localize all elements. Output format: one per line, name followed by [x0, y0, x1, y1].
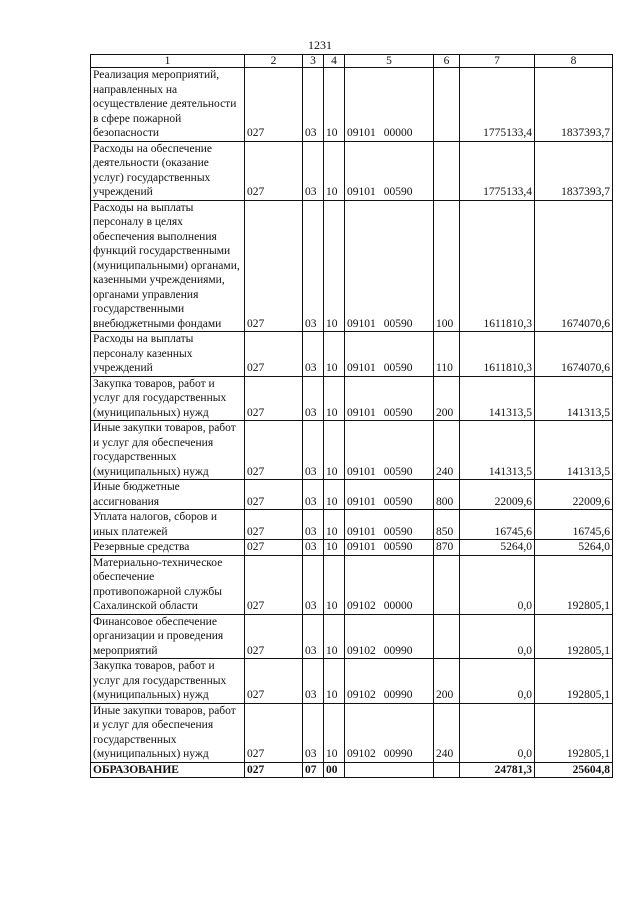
- sum-year1-cell: 1611810,3: [460, 200, 535, 332]
- program-code: 09102: [347, 748, 376, 760]
- sum-year1-cell: 0,0: [460, 555, 535, 614]
- header-row: [91, 55, 613, 68]
- admin-code-cell: 027: [245, 68, 303, 142]
- sum-year2-cell: 141313,5: [535, 421, 613, 480]
- program-code: 09101: [347, 317, 376, 330]
- header-cell: 3: [303, 55, 324, 68]
- row-name-cell: Расходы на выплаты персоналу казенных учреждений: [91, 332, 245, 377]
- expense-type-cell: [434, 762, 460, 778]
- sum-year1-cell: 16745,6: [460, 510, 535, 540]
- admin-code-cell: 027: [245, 141, 303, 200]
- table-body: [91, 68, 613, 778]
- row-name-cell: Закупка товаров, работ и услуг для государственных (муниципальных) нужд: [91, 659, 245, 704]
- expense-type-cell: 850: [434, 510, 460, 540]
- subsection-cell: 10: [324, 510, 345, 540]
- section-cell: 03: [303, 141, 324, 200]
- direction-code: 00990: [383, 644, 413, 657]
- section-cell: 03: [303, 68, 324, 142]
- row-name-cell: Иные закупки товаров, работ и услуг для обеспечения государственных (муниципальных) нужд: [91, 421, 245, 480]
- target-article-cell: [345, 376, 434, 421]
- target-article-cell: [345, 614, 434, 659]
- header-cell: 6: [434, 55, 460, 68]
- target-article-cell: [345, 421, 434, 480]
- section-cell: 03: [303, 376, 324, 421]
- expense-type-cell: 800: [434, 480, 460, 510]
- admin-code-cell: 027: [245, 555, 303, 614]
- target-article-cell: [345, 68, 434, 142]
- section-cell: 03: [303, 659, 324, 704]
- expense-type-cell: 200: [434, 376, 460, 421]
- header-cell: 2: [245, 55, 303, 68]
- sum-year2-cell: 1674070,6: [535, 200, 613, 332]
- sum-year1-cell: 0,0: [460, 703, 535, 762]
- table-row: [91, 659, 613, 704]
- direction-code: 00590: [383, 406, 413, 419]
- subsection-cell: 10: [324, 332, 345, 377]
- sum-year2-cell: 1837393,7: [535, 68, 613, 142]
- header-cell: 7: [460, 55, 535, 68]
- expense-type-cell: 240: [434, 703, 460, 762]
- section-cell: 03: [303, 540, 324, 556]
- sum-year2-cell: 22009,6: [535, 480, 613, 510]
- expense-type-cell: [434, 141, 460, 200]
- subsection-cell: 10: [324, 480, 345, 510]
- header-cell: 1: [91, 55, 245, 68]
- sum-year1-cell: 5264,0: [460, 540, 535, 556]
- table-row: [91, 555, 613, 614]
- target-article-cell: [345, 540, 434, 556]
- target-article-cell: [345, 510, 434, 540]
- sum-year2-cell: 1837393,7: [535, 141, 613, 200]
- admin-code-cell: 027: [245, 480, 303, 510]
- table-row: [91, 68, 613, 142]
- target-article-cell: [345, 480, 434, 510]
- direction-code: 00590: [383, 465, 413, 478]
- subsection-cell: 10: [324, 659, 345, 704]
- sum-year1-cell: 141313,5: [460, 421, 535, 480]
- direction-code: 00590: [383, 186, 413, 198]
- target-article-cell: [345, 200, 434, 332]
- table-row: [91, 200, 613, 332]
- table-row: [91, 141, 613, 200]
- program-code: 09101: [347, 495, 376, 508]
- program-code: 09102: [347, 644, 376, 657]
- section-cell: 03: [303, 421, 324, 480]
- program-code: 09102: [347, 600, 376, 612]
- subsection-cell: 10: [324, 555, 345, 614]
- subsection-cell: 10: [324, 141, 345, 200]
- direction-code: 00590: [383, 495, 413, 508]
- row-name-cell: Иные закупки товаров, работ и услуг для обеспечения государственных (муниципальных) нужд: [91, 703, 245, 762]
- row-name-cell: Финансовое обеспечение организации и проведения мероприятий: [91, 614, 245, 659]
- expense-type-cell: 110: [434, 332, 460, 377]
- sum-year2-cell: 141313,5: [535, 376, 613, 421]
- row-name-cell: Расходы на обеспечение деятельности (оказание услуг) государственных учреждений: [91, 141, 245, 200]
- direction-code: 00990: [383, 689, 413, 701]
- sum-year1-cell: 141313,5: [460, 376, 535, 421]
- section-cell: 03: [303, 703, 324, 762]
- sum-year1-cell: 0,0: [460, 659, 535, 704]
- expense-type-cell: 870: [434, 540, 460, 556]
- expense-type-cell: 240: [434, 421, 460, 480]
- direction-code: 00990: [383, 748, 413, 760]
- section-cell: 07: [303, 762, 324, 778]
- sum-year2-cell: 192805,1: [535, 555, 613, 614]
- table-row: [91, 614, 613, 659]
- subsection-cell: 10: [324, 376, 345, 421]
- sum-year2-cell: 192805,1: [535, 614, 613, 659]
- table-row: [91, 376, 613, 421]
- admin-code-cell: 027: [245, 659, 303, 704]
- section-cell: 03: [303, 510, 324, 540]
- admin-code-cell: 027: [245, 332, 303, 377]
- program-code: 09101: [347, 186, 376, 198]
- target-article-cell: [345, 703, 434, 762]
- sum-year1-cell: 1611810,3: [460, 332, 535, 377]
- subsection-cell: 10: [324, 614, 345, 659]
- target-article-cell: [345, 762, 434, 778]
- sum-year2-cell: 25604,8: [535, 762, 613, 778]
- table-row: [91, 540, 613, 556]
- program-code: 09101: [347, 525, 376, 538]
- section-cell: 03: [303, 614, 324, 659]
- sum-year1-cell: 22009,6: [460, 480, 535, 510]
- table-row: [91, 510, 613, 540]
- admin-code-cell: 027: [245, 762, 303, 778]
- subsection-cell: 10: [324, 68, 345, 142]
- row-name-cell: Иные бюджетные ассигнования: [91, 480, 245, 510]
- target-article-cell: [345, 555, 434, 614]
- program-code: 09101: [347, 541, 376, 553]
- sum-year1-cell: 1775133,4: [460, 68, 535, 142]
- subsection-cell: 10: [324, 200, 345, 332]
- section-cell: 03: [303, 555, 324, 614]
- sum-year2-cell: 5264,0: [535, 540, 613, 556]
- table-row: [91, 703, 613, 762]
- sum-year2-cell: 192805,1: [535, 659, 613, 704]
- direction-code: 00590: [383, 362, 413, 374]
- subsection-cell: 10: [324, 703, 345, 762]
- admin-code-cell: 027: [245, 421, 303, 480]
- header-cell: 8: [535, 55, 613, 68]
- section-cell: 03: [303, 480, 324, 510]
- admin-code-cell: 027: [245, 703, 303, 762]
- section-cell: 03: [303, 200, 324, 332]
- table-row: [91, 762, 613, 778]
- table-row: [91, 480, 613, 510]
- admin-code-cell: 027: [245, 376, 303, 421]
- row-name-cell: Закупка товаров, работ и услуг для государственных (муниципальных) нужд: [91, 376, 245, 421]
- target-article-cell: [345, 141, 434, 200]
- direction-code: 00590: [383, 525, 413, 538]
- admin-code-cell: 027: [245, 614, 303, 659]
- header-cell: 5: [345, 55, 434, 68]
- row-name-cell: Уплата налогов, сборов и иных платежей: [91, 510, 245, 540]
- table-row: [91, 421, 613, 480]
- expense-type-cell: 200: [434, 659, 460, 704]
- expense-type-cell: 100: [434, 200, 460, 332]
- direction-code: 00000: [383, 127, 413, 139]
- program-code: 09101: [347, 465, 376, 478]
- row-name-cell: ОБРАЗОВАНИЕ: [91, 762, 245, 778]
- program-code: 09101: [347, 127, 376, 139]
- row-name-cell: Резервные средства: [91, 540, 245, 556]
- target-article-cell: [345, 332, 434, 377]
- subsection-cell: 10: [324, 421, 345, 480]
- target-article-cell: [345, 659, 434, 704]
- direction-code: 00590: [383, 541, 413, 553]
- sum-year2-cell: 192805,1: [535, 703, 613, 762]
- expense-type-cell: [434, 555, 460, 614]
- row-name-cell: Материально-техническое обеспечение противопожарной службы Сахалинской области: [91, 555, 245, 614]
- program-code: 09101: [347, 362, 376, 374]
- row-name-cell: Расходы на выплаты персоналу в целях обеспечения выполнения функций государственными (муниципальными) органами, казенными учреждениями, органами управления государственными внебюджетными фондами: [91, 200, 245, 332]
- expense-type-cell: [434, 614, 460, 659]
- program-code: 09102: [347, 689, 376, 701]
- sum-year1-cell: 24781,3: [460, 762, 535, 778]
- admin-code-cell: 027: [245, 540, 303, 556]
- sum-year1-cell: 0,0: [460, 614, 535, 659]
- subsection-cell: 10: [324, 540, 345, 556]
- section-cell: 03: [303, 332, 324, 377]
- admin-code-cell: 027: [245, 200, 303, 332]
- row-name-cell: Реализация мероприятий, направленных на осуществление деятельности в сфере пожарной безопасности: [91, 68, 245, 142]
- sum-year2-cell: 16745,6: [535, 510, 613, 540]
- page-number: 1231: [308, 38, 332, 52]
- admin-code-cell: 027: [245, 510, 303, 540]
- sum-year2-cell: 1674070,6: [535, 332, 613, 377]
- subsection-cell: 00: [324, 762, 345, 778]
- expense-type-cell: [434, 68, 460, 142]
- budget-table: [90, 54, 613, 778]
- program-code: 09101: [347, 406, 376, 419]
- header-cell: 4: [324, 55, 345, 68]
- direction-code: 00000: [383, 600, 413, 612]
- table-row: [91, 332, 613, 377]
- sum-year1-cell: 1775133,4: [460, 141, 535, 200]
- direction-code: 00590: [383, 317, 413, 330]
